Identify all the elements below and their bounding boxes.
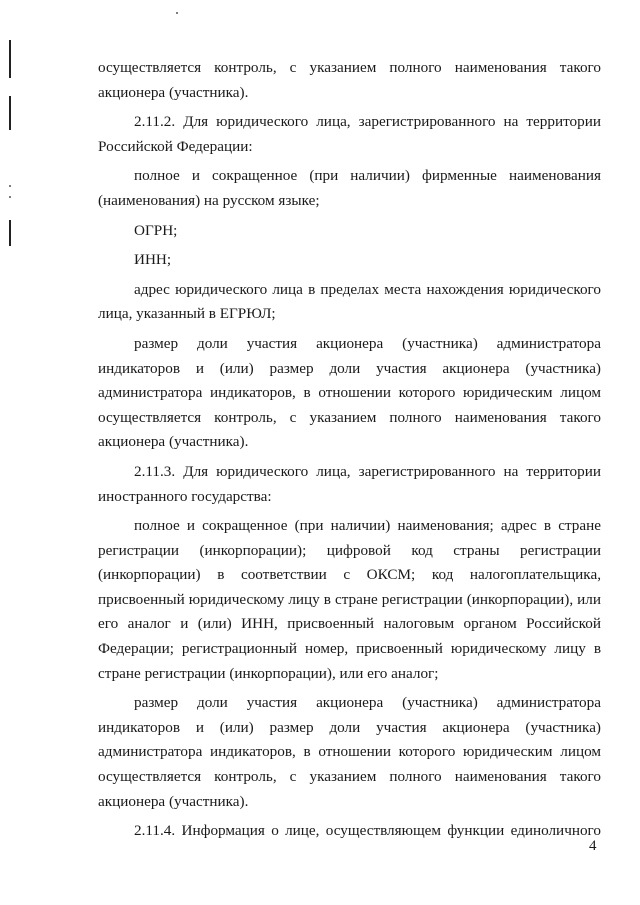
text-line: ИНН; [134, 251, 172, 269]
text-line: иностранного государства: [98, 487, 272, 505]
text-line: индикаторов и (или) размер доли участия акционера (участника) [98, 718, 601, 736]
text-line: индикаторов и (или) размер доли участия акционера (участника) [98, 359, 601, 377]
text-line: регистрации (инкорпорации); цифровой код страны регистрации [98, 541, 601, 559]
text-line: лица, указанный в ЕГРЮЛ; [98, 305, 276, 323]
text-line: (наименования) на русском языке; [98, 191, 320, 209]
text-line: акционера (участника). [98, 792, 249, 810]
text-line: 2.11.2. Для юридического лица, зарегистрированного на территории [134, 113, 601, 131]
text-line: осуществляется контроль, с указанием полного наименования такого [98, 408, 601, 426]
paragraph-p9 [98, 514, 601, 686]
scan-margin-mark [9, 96, 11, 130]
text-line: размер доли участия акционера (участника) администратора [134, 694, 601, 712]
text-line: 2.11.4. Информация о лице, осуществляющем функции единоличного [134, 822, 601, 840]
text-line: акционера (участника). [98, 83, 249, 101]
text-line: адрес юридического лица в пределах места нахождения юридического [134, 280, 601, 298]
paragraph-p2 [98, 110, 601, 159]
paragraph-p3 [98, 164, 601, 213]
paragraph-p10 [98, 691, 601, 814]
text-line: присвоенный юридическому лицу в стране регистрации (инкорпорации), или [98, 590, 601, 608]
scan-speck [9, 196, 11, 198]
page-number: 4 [589, 838, 597, 854]
paragraph-p6 [98, 278, 601, 327]
text-line: осуществляется контроль, с указанием полного наименования такого [98, 59, 601, 76]
paragraph-p11 [98, 819, 601, 844]
scan-margin-mark [9, 40, 11, 78]
text-line: его аналог и (или) ИНН, присвоенный налоговым органом Российской [98, 615, 601, 633]
paragraph-p5 [98, 248, 601, 273]
paragraph-p4 [98, 219, 601, 244]
scan-speck [9, 185, 11, 187]
text-line: (инкорпорации) в соответствии с ОКСМ; код налогоплательщика, [98, 566, 601, 584]
scan-speck [176, 12, 178, 14]
text-line: полное и сокращенное (при наличии) фирменные наименования [134, 167, 601, 185]
text-line: стране регистрации (инкорпорации), или его аналог; [98, 664, 439, 682]
text-line: ОГРН; [134, 221, 178, 239]
text-line: Российской Федерации: [98, 137, 253, 155]
scan-margin-mark [9, 220, 11, 246]
text-line: администратора индикаторов, в отношении которого юридическим лицом [98, 384, 601, 402]
paragraph-p1 [98, 56, 601, 105]
text-line: осуществляется контроль, с указанием полного наименования такого [98, 768, 601, 786]
paragraph-p8 [98, 460, 601, 509]
document-page [98, 56, 601, 844]
text-line: акционера (участника). [98, 433, 249, 451]
text-line: размер доли участия акционера (участника) администратора [134, 334, 601, 352]
text-line: полное и сокращенное (при наличии) наименования; адрес в стране [134, 517, 601, 535]
text-line: 2.11.3. Для юридического лица, зарегистрированного на территории [134, 462, 601, 480]
text-line: Федерации; регистрационный номер, присвоенный юридическому лицу в [98, 640, 601, 658]
text-line: администратора индикаторов, в отношении которого юридическим лицом [98, 743, 601, 761]
paragraph-p7 [98, 332, 601, 455]
